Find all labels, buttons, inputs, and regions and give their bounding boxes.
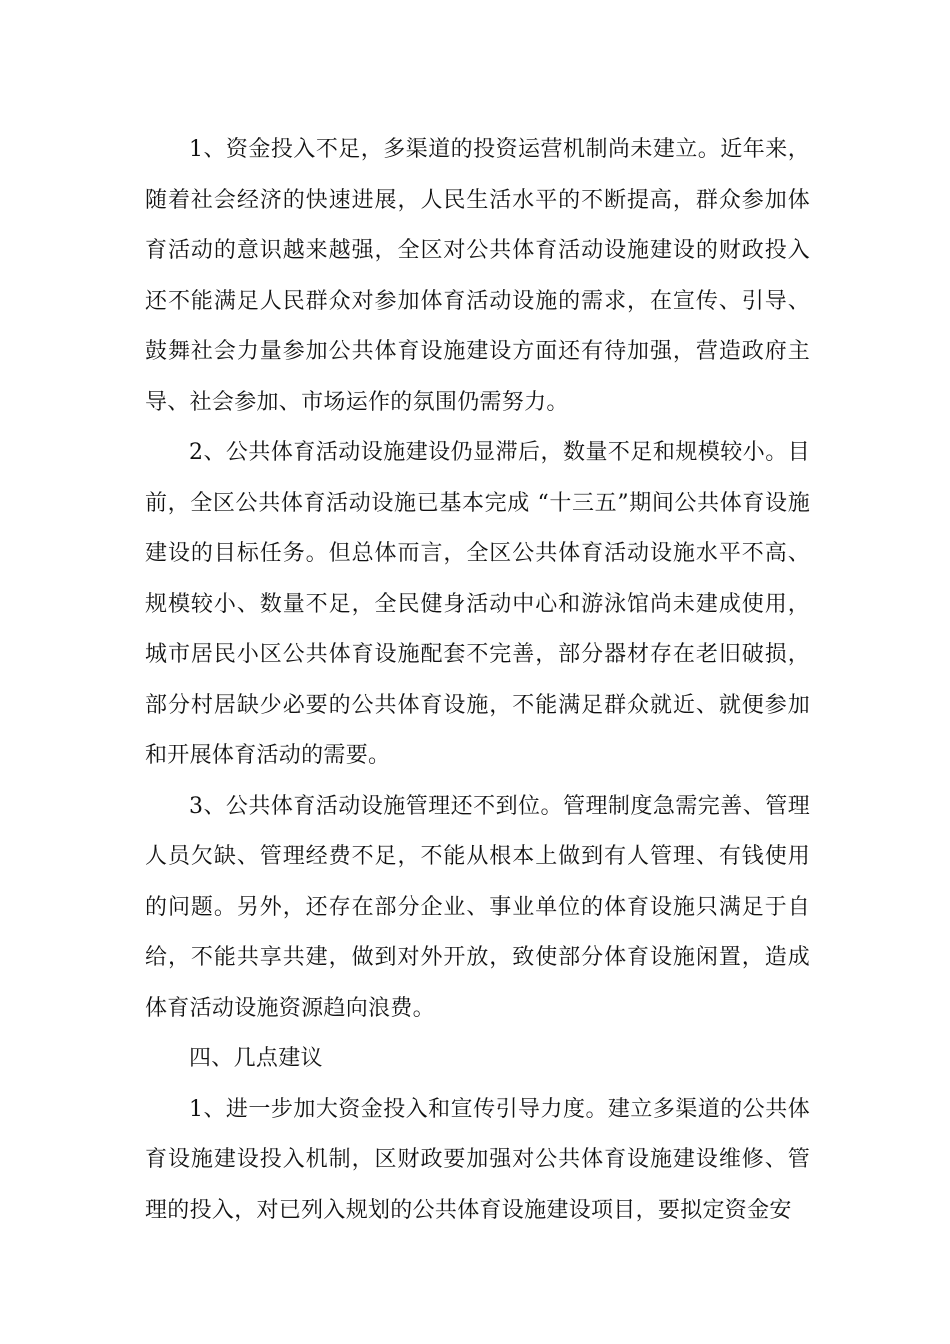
paragraph-management-gap: 3、公共体育活动设施管理还不到位。管理制度急需完善、管理人员欠缺、管理经费不足，不能从根本上做到有人管理、有钱使用的问题。另外，还存在部分企业、事业单位的体育设施只满足于自给，不能共享共建，做到对外开放，致使部分体育设施闲置，造成体育活动设施资源趋向浪费。 [145,793,810,1021]
paragraph-funding-shortage: 1、资金投入不足，多渠道的投资运营机制尚未建立。近年来，随着社会经济的快速进展，人民生活水平的不断提高，群众参加体育活动的意识越来越强，全区对公共体育活动设施建设的财政投入还不能满足人民群众对参加体育活动设施的需求，在宣传、引导、鼓舞社会力量参加公共体育设施建设方面还有待加强，营造政府主导、社会参加、市场运作的氛围仍需努力。 [145,137,810,415]
document-body [145,125,810,1236]
paragraph-facility-lag: 2、公共体育活动设施建设仍显滞后，数量不足和规模较小。目前，全区公共体育活动设施已基本完成 “十三五”期间公共体育设施建设的目标任务。但总体而言，全区公共体育活动设施水平不高、规模较小、数量不足，全民健身活动中心和游泳馆尚未建成使用，城市居民小区公共体育设施配套不完善，部分器材存在老旧破损，部分村居缺少必要的公共体育设施，不能满足群众就近、就便参加和开展体育活动的需要。 [145,440,810,768]
section-heading-suggestions: 四、几点建议 [189,1046,323,1071]
paragraph-suggestion-funding: 1、进一步加大资金投入和宣传引导力度。建立多渠道的公共体育设施建设投入机制，区财政要加强对公共体育设施建设维修、管理的投入，对已列入规划的公共体育设施建设项目，要拟定资金安 [145,1096,810,1223]
